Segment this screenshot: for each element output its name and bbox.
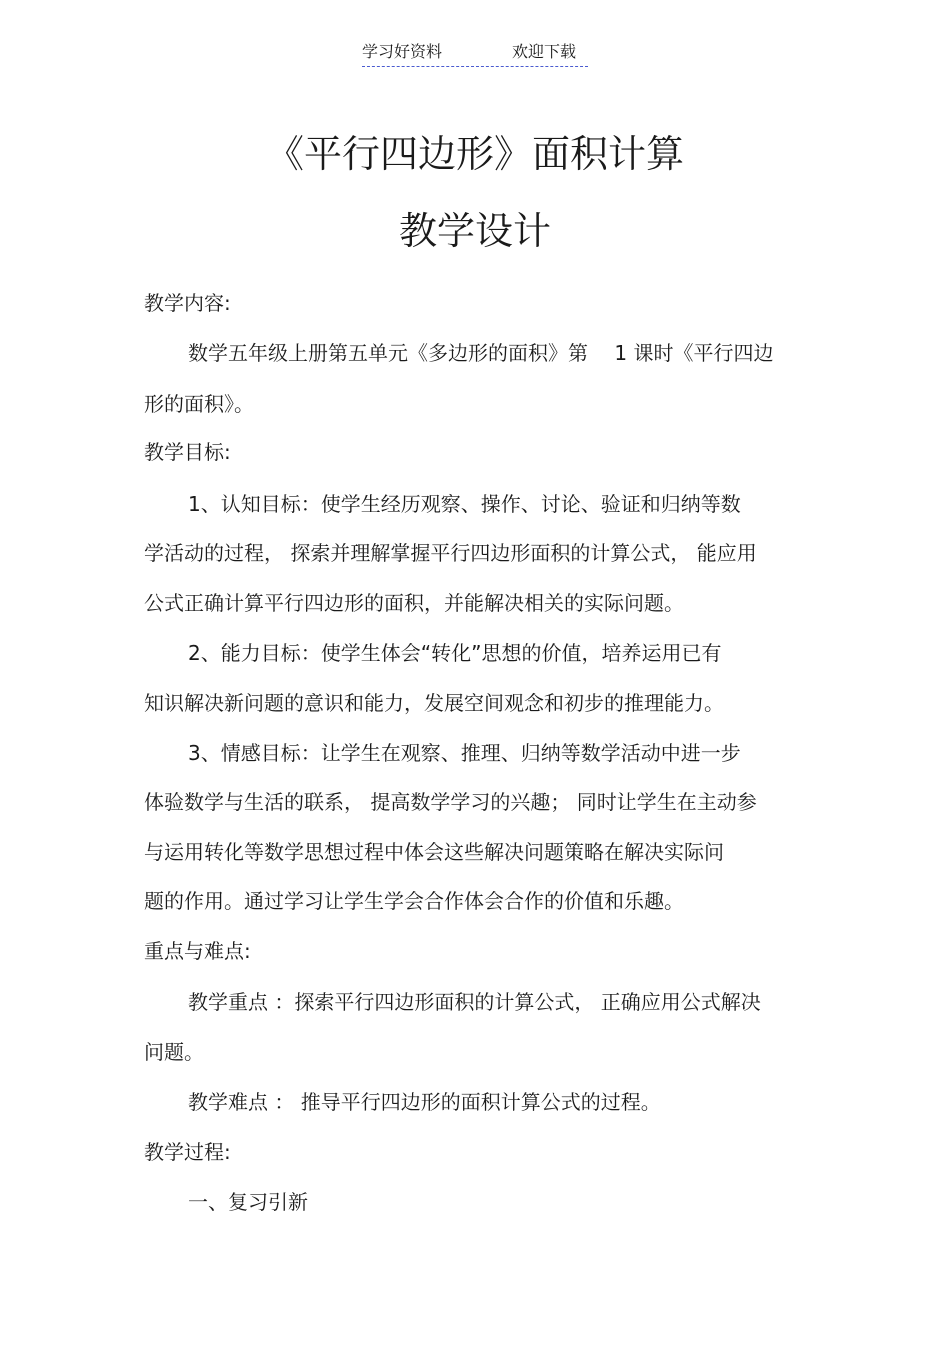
- paragraph-line: 教学难点 ： 推导平行四边形的面积计算公式的过程。: [188, 1090, 661, 1114]
- paragraph-line: 数学五年级上册第五单元《多边形的面积》第 1 课时《平行四边: [188, 341, 774, 365]
- page-header: [362, 40, 588, 67]
- header-left-text: 学习好资料: [362, 42, 443, 61]
- paragraph-line: 体验数学与生活的联系， 提高数学学习的兴趣； 同时让学生在主动参: [144, 790, 757, 814]
- paragraph-line: 1、认知目标：使学生经历观察、操作、讨论、验证和归纳等数: [188, 492, 741, 516]
- paragraph-line: 2、能力目标：使学生体会“转化”思想的价值，培养运用已有: [188, 641, 722, 665]
- paragraph-line: 3、情感目标：让学生在观察、推理、归纳等数学活动中进一步: [188, 741, 741, 765]
- paragraph-line: 教学重点 ：探索平行四边形面积的计算公式， 正确应用公式解决: [188, 990, 761, 1014]
- paragraph-line: 形的面积》。: [144, 392, 254, 416]
- section-heading-content: 教学内容:: [144, 291, 231, 315]
- section-heading-key-points: 重点与难点:: [144, 939, 251, 963]
- section-heading-objectives: 教学目标:: [144, 440, 231, 464]
- document-subtitle: 教学设计: [398, 209, 551, 253]
- paragraph-line: 问题。: [144, 1040, 204, 1064]
- paragraph-line: 知识解决新问题的意识和能力，发展空间观念和初步的推理能力。: [144, 691, 724, 715]
- section-heading-process: 教学过程:: [144, 1140, 231, 1164]
- paragraph-line: 一、复习引新: [188, 1190, 308, 1214]
- paragraph-line: 公式正确计算平行四边形的面积，并能解决相关的实际问题。: [144, 591, 684, 615]
- paragraph-line: 学活动的过程， 探索并理解掌握平行四边形面积的计算公式， 能应用: [144, 541, 757, 565]
- document-title: 《平行四边形》面积计算: [265, 132, 684, 176]
- header-right-text: 欢迎下载: [512, 42, 577, 61]
- paragraph-line: 题的作用。通过学习让学生学会合作体会合作的价值和乐趣。: [144, 889, 684, 913]
- paragraph-line: 与运用转化等数学思想过程中体会这些解决问题策略在解决实际问: [144, 840, 724, 864]
